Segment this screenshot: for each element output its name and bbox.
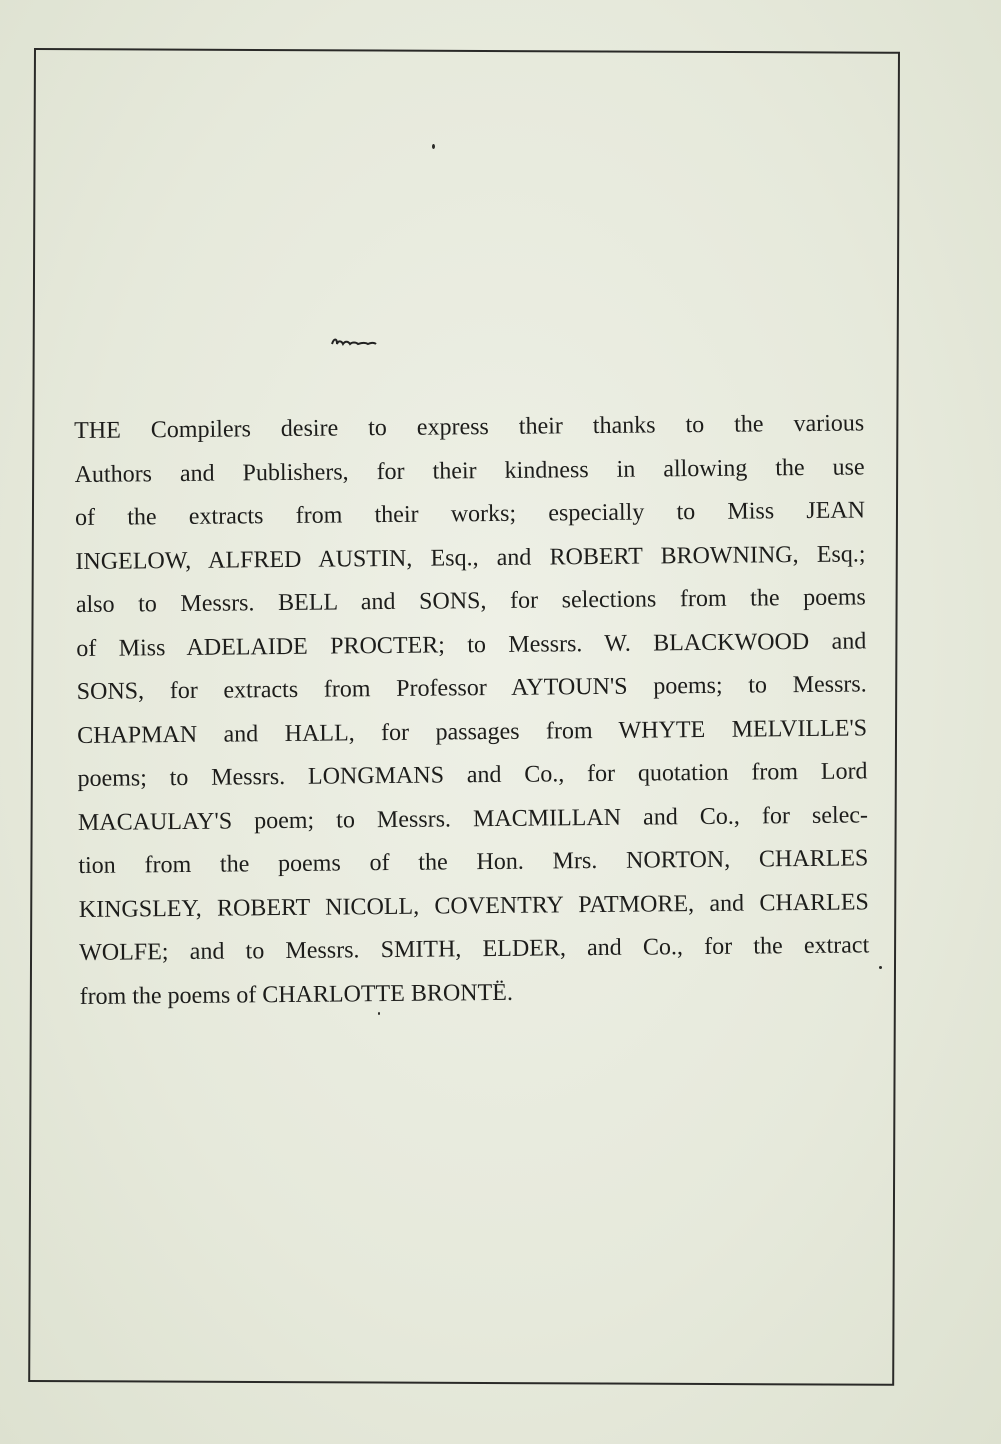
text-line: INGELOW, ALFRED AUSTIN, Esq., and ROBERT BROWNING, Esq.; [75,540,866,575]
text-line: of Miss ADELAIDE PROCTER; to Messrs. W. BLACKWOOD and [76,627,867,662]
text-line: of the extracts from their works; especially to Miss JEAN [74,497,866,531]
text-line: also to Messrs. BELL and SONS, for selections from the poems [75,584,866,618]
text-line: WOLFE; and to Messrs. SMITH, ELDER, and Co., for the extract [79,932,870,966]
text-line: THE Compilers desire to express their thanks to the various [74,410,865,444]
text-line: from the poems of CHARLOTTE BRONTË. [79,979,514,1010]
text-line: tion from the poems of the Hon. Mrs. NORTON, CHARLES [78,845,869,879]
text-line: Authors and Publishers, for their kindness in allowing the use [74,453,865,488]
text-line: SONS, for extracts from Professor AYTOUN'S poems; to Messrs. [76,671,867,705]
text-line: poems; to Messrs. LONGMANS and Co., for quotation from Lord [77,758,868,792]
acknowledgement-paragraph [74,402,870,1019]
ink-speck [432,144,435,149]
text-line: CHAPMAN and HALL, for passages from WHYTE MELVILLE'S [76,714,868,749]
ink-speck [879,966,882,969]
text-line: MACAULAY'S poem; to Messrs. MACMILLAN and Co., for selec- [77,801,869,836]
text-line: KINGSLEY, ROBERT NICOLL, COVENTRY PATMORE, and CHARLES [78,888,869,923]
printer-ornament-mark [330,336,378,350]
